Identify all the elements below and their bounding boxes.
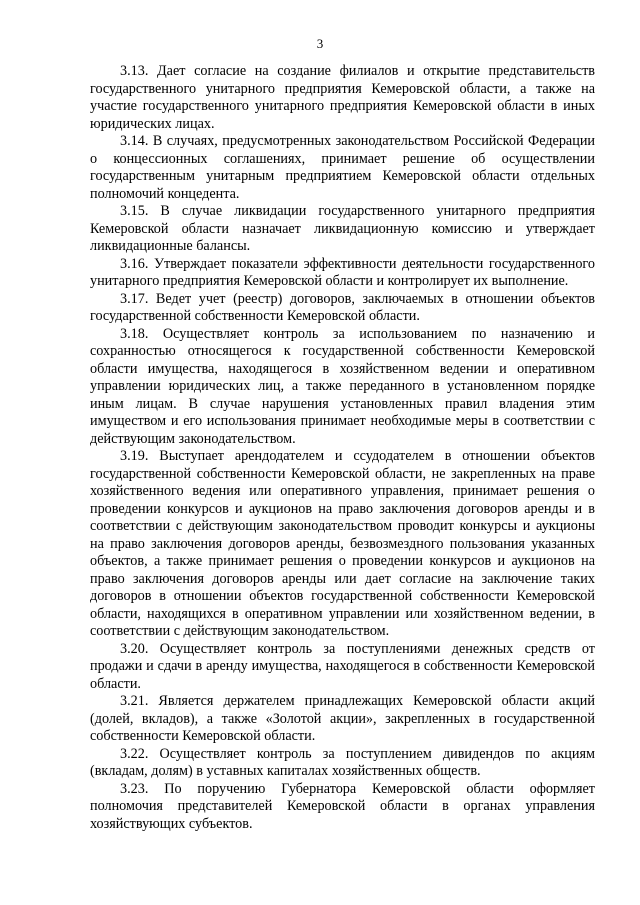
paragraph-3-19: 3.19. Выступает арендодателем и ссудодателем в отношении объектов государственной собственности Кемеровской области, не закрепленных на праве хозяйственного ведения или оперативного управления, принимает решения о проведении конкурсов и аукционов на право заключения договоров аренды и в соответствии с действующим законодательством проводит конкурсы и аукционы на право заключения договоров аренды, безвозмездного пользования указанных объектов, а также принимает решения о проведении конкурсов и аукционов на право заключения договоров аренды или дает согласие на заключение таких договоров в отношении объектов государственной собственности Кемеровской области, находящихся в оперативном управлении или хозяйственном ведении, в соответствии с действующим законодательством. xyxy=(90,448,595,639)
paragraph-3-20: 3.20. Осуществляет контроль за поступлениями денежных средств от продажи и сдачи в аренду имущества, находящегося в собственности Кемеровской области. xyxy=(90,640,595,692)
document-body xyxy=(90,63,595,833)
page-number: 3 xyxy=(316,36,324,51)
paragraph-3-21: 3.21. Является держателем принадлежащих Кемеровской области акций (долей, вкладов), а также «Золотой акции», закрепленных в государственной собственности Кемеровской области. xyxy=(90,693,595,744)
paragraph-3-16: 3.16. Утверждает показатели эффективности деятельности государственного унитарного предприятия Кемеровской области и контролирует их выполнение. xyxy=(90,255,595,289)
paragraph-3-17: 3.17. Ведет учет (реестр) договоров, заключаемых в отношении объектов государственной собственности Кемеровской области. xyxy=(90,290,595,324)
paragraph-3-15: 3.15. В случае ликвидации государственного унитарного предприятия Кемеровской области назначает ликвидационную комиссию и утверждает ликвидационные балансы. xyxy=(90,203,595,254)
paragraph-3-23: 3.23. По поручению Губернатора Кемеровской области оформляет полномочия представителей Кемеровской области в органах управления хозяйствующих субъектов. xyxy=(90,780,595,832)
paragraph-3-22: 3.22. Осуществляет контроль за поступлением дивидендов по акциям (вкладам, долям) в уставных капиталах хозяйственных обществ. xyxy=(90,745,595,779)
paragraph-3-18: 3.18. Осуществляет контроль за использованием по назначению и сохранностью относящегося к государственной собственности Кемеровской области имущества, находящегося в хозяйственном ведении и оперативном управлении юридических лиц, а также переданного в установленном порядке иным лицам. В случае нарушения установленных правил владения этим имуществом и его использования принимает необходимые меры в соответствии с действующим законодательством. xyxy=(90,325,595,447)
paragraph-3-14: 3.14. В случаях, предусмотренных законодательством Российской Федерации о концессионных соглашениях, принимает решение об осуществлении государственным унитарным предприятием Кемеровской области отдельных полномочий концедента. xyxy=(90,133,595,202)
paragraph-3-13: 3.13. Дает согласие на создание филиалов и открытие представительств государственного унитарного предприятия Кемеровской области, а также на участие государственного унитарного предприятия Кемеровской области в иных юридических лицах. xyxy=(90,63,595,132)
